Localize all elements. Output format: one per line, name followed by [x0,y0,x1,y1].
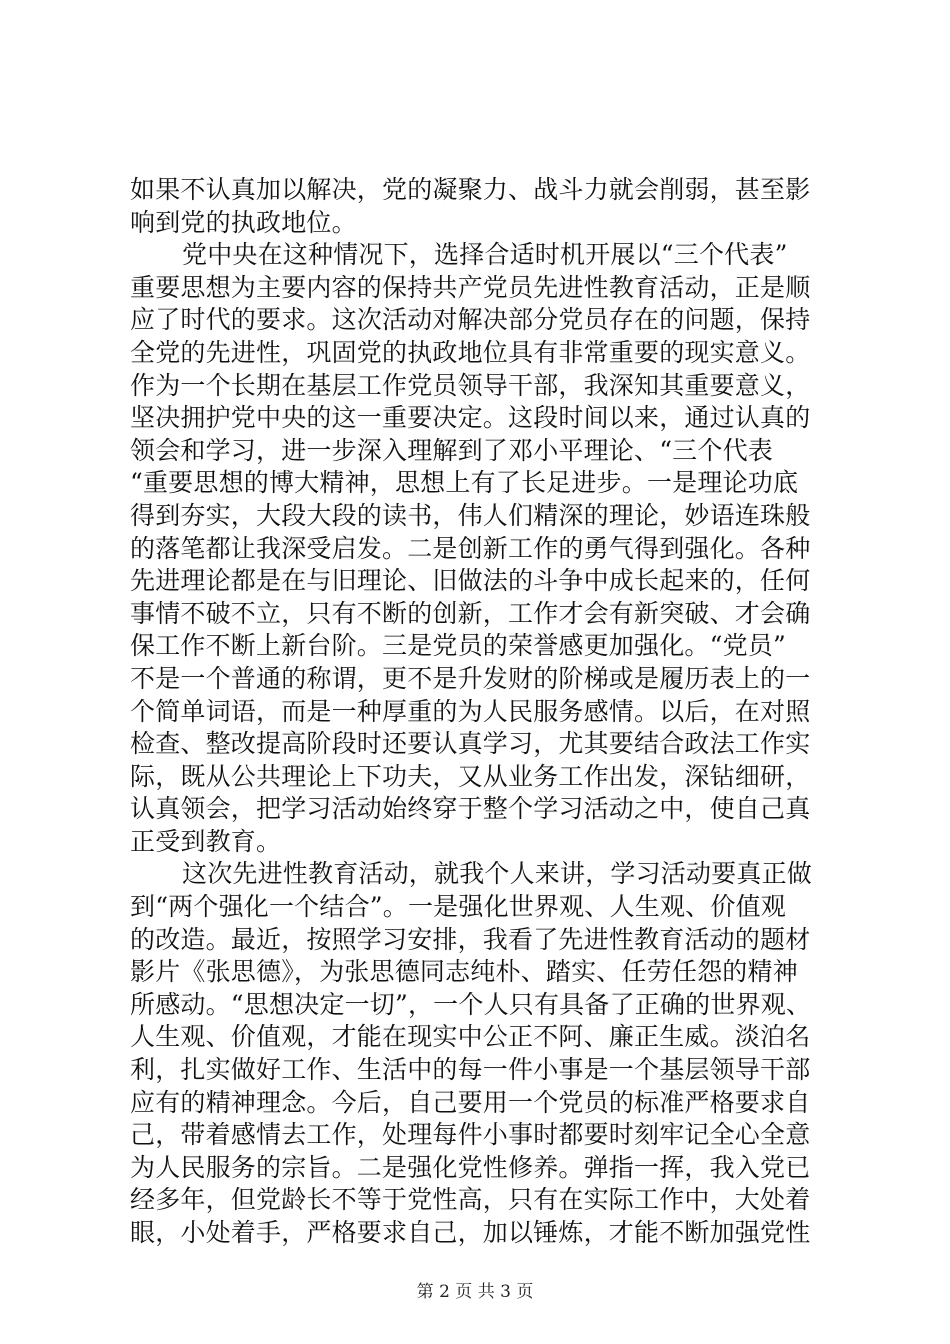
text-line: 保工作不断上新台阶。三是党员的荣誉感更加强化。“党员” [130,631,786,661]
text-line: 正受到教育。 [130,826,282,856]
text-line: 个简单词语，而是一种厚重的为人民服务感情。以后，在对照 [130,696,811,726]
text-line: 检查、整改提高阶段时还要认真学习，尤其要结合政法工作实 [130,729,811,759]
text-line: 得到夯实，大段大段的读书，伟人们精深的理论，妙语连珠般 [130,500,811,530]
text-line: 应有的精神理念。今后，自己要用一个党员的标准严格要求自 [130,1087,811,1117]
text-line: “重要思想的博大精神，思想上有了长足进步。一是理论功底 [130,468,799,498]
text-line: 到“两个强化一个结合”。一是强化世界观、人生观、价值观 [130,892,786,922]
text-line: 全党的先进性，巩固党的执政地位具有非常重要的现实意义。 [130,337,811,367]
text-line: 的落笔都让我深受启发。二是创新工作的勇气得到强化。各种 [130,533,811,563]
text-line: 响到党的执政地位。 [130,207,357,237]
text-line: 人生观、价值观，才能在现实中公正不阿、廉正生威。淡泊名 [130,1022,811,1052]
text-line: 际，既从公共理论上下功夫，又从业务工作出发，深钻细研， [130,761,811,791]
text-line: 应了时代的要求。这次活动对解决部分党员存在的问题，保持 [130,305,811,335]
text-line: 坚决拥护党中央的这一重要决定。这段时间以来，通过认真的 [130,403,811,433]
text-line: 领会和学习，进一步深入理解到了邓小平理论、“三个代表 [130,435,773,465]
page-number: 第 2 页 共 3 页 [416,1282,534,1302]
body-text [130,174,830,1250]
page-footer [0,1277,950,1302]
text-line: 己，带着感情去工作，处理每件小事时都要时刻牢记全心全意 [130,1120,811,1150]
text-line: 的改造。最近，按照学习安排，我看了先进性教育活动的题材 [130,924,811,954]
text-line: 利，扎实做好工作、生活中的每一件小事是一个基层领导干部 [130,1055,811,1085]
text-line: 先进理论都是在与旧理论、旧做法的斗争中成长起来的，任何 [130,566,811,596]
text-line: 不是一个普通的称谓，更不是升发财的阶梯或是履历表上的一 [130,663,811,693]
text-line: 为人民服务的宗旨。二是强化党性修养。弹指一挥，我入党已 [130,1152,811,1182]
text-line: 如果不认真加以解决，党的凝聚力、战斗力就会削弱，甚至影 [130,175,811,204]
text-line: 认真领会，把学习活动始终穿于整个学习活动之中，使自己真 [130,794,811,824]
paragraph-start-line: 这次先进性教育活动，就我个人来讲，学习活动要真正做 [182,859,813,889]
text-line: 所感动。“思想决定一切”，一个人只有具备了正确的世界观、 [130,989,812,1019]
text-line: 经多年，但党龄长不等于党性高，只有在实际工作中，大处着 [130,1185,811,1215]
text-line: 影片《张思德》，为张思德同志纯朴、踏实、任劳任怨的精神 [130,957,798,987]
paragraph-start-line: 党中央在这种情况下，选择合适时机开展以“三个代表” [182,240,788,270]
text-line: 事情不破不立，只有不断的创新，工作才会有新突破、才会确 [130,598,811,628]
text-line: 眼，小处着手，严格要求自己，加以锤炼，才能不断加强党性 [130,1218,811,1247]
text-line: 重要思想为主要内容的保持共产党员先进性教育活动，正是顺 [130,272,811,302]
text-line: 作为一个长期在基层工作党员领导干部，我深知其重要意义， [130,370,811,400]
